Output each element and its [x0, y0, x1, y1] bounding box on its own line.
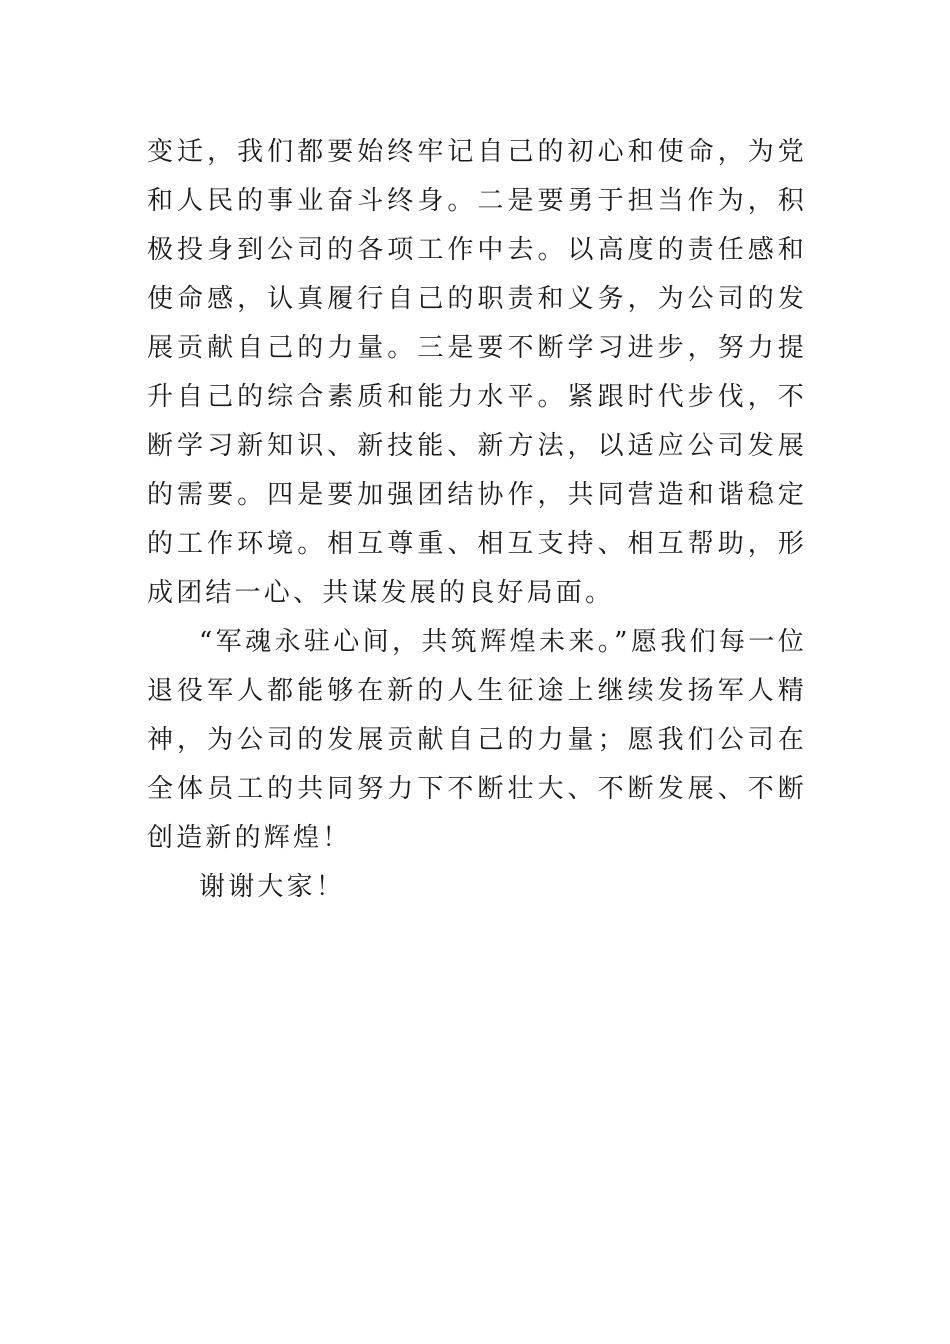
paragraph-continuation: 变迁，我们都要始终牢记自己的初心和使命，为党和人民的事业奋斗终身。二是要勇于担当作为，积极投身到公司的各项工作中去。以高度的责任感和使命感，认真履行自己的职责和义务，为公司的发展贡献自己的力量。三是要不断学习进步，努力提升自己的综合素质和能力水平。紧跟时代步伐，不断学习新知识、新技能、新方法，以适应公司发展的需要。四是要加强团结协作，共同营造和谐稳定的工作环境。相互尊重、相互支持、相互帮助，形成团结一心、共谋发展的良好局面。 — [147, 137, 807, 608]
paragraph-closing-wish: “军魂永驻心间，共筑辉煌未来。”愿我们每一位退役军人都能够在新的人生征途上继续发扬军人精神，为公司的发展贡献自己的力量；愿我们公司在全体员工的共同努力下不断壮大、不断发展、不断创造新的辉煌！ — [147, 627, 807, 853]
document-body — [147, 128, 807, 912]
paragraph-thanks: 谢谢大家！ — [199, 872, 346, 902]
